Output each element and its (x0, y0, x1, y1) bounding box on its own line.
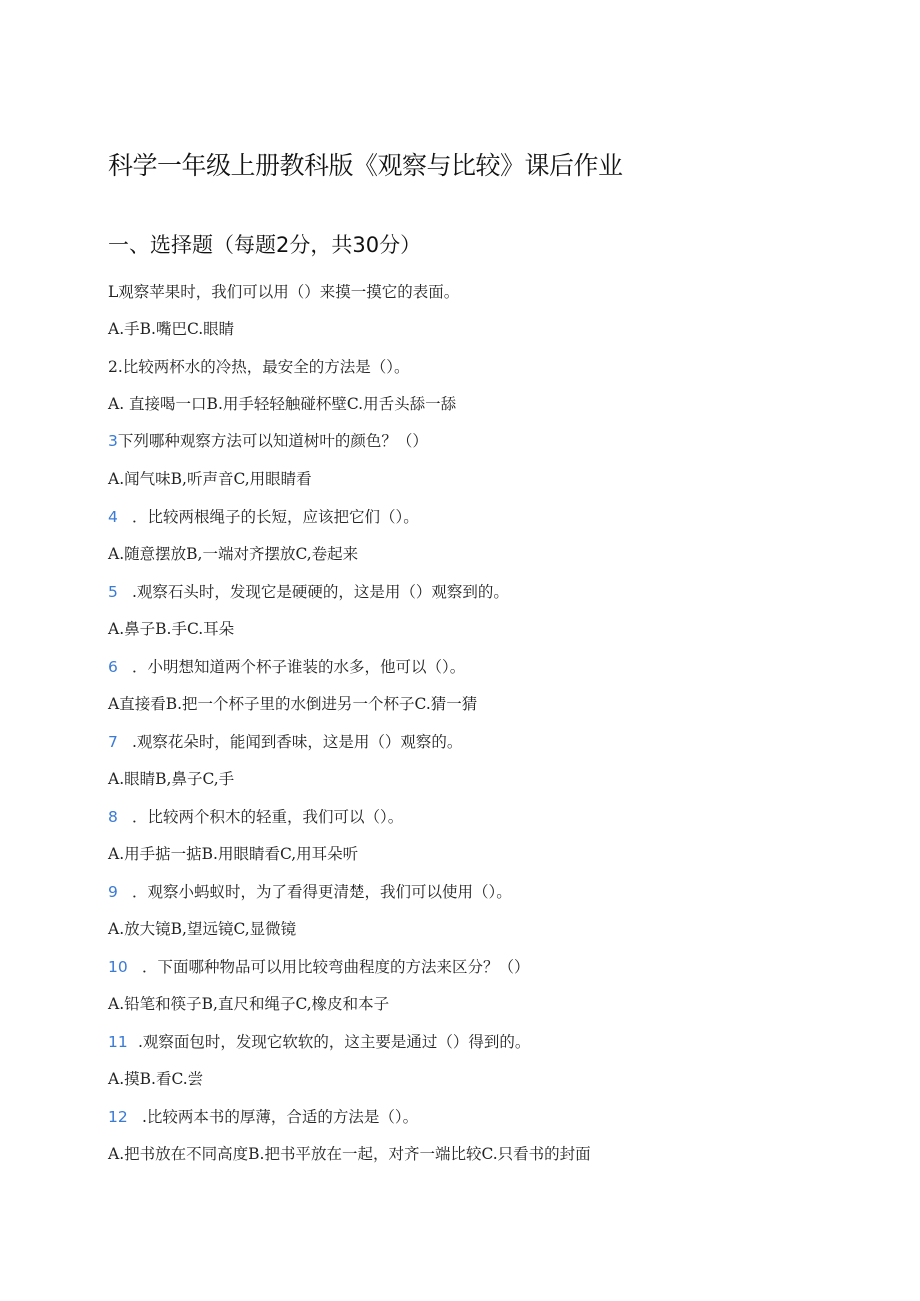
question-number: 10 (108, 958, 128, 976)
question-number: 3 (108, 432, 118, 450)
question-7 (108, 730, 462, 752)
question-text: L观察苹果时，我们可以用（）来摸一摸它的表面。 (108, 283, 460, 301)
question-number: 9 (108, 883, 118, 901)
question-8-options: A.用手掂一掂B.用眼睛看C,用耳朵听 (108, 845, 359, 863)
question-3 (108, 429, 428, 451)
question-2-options: A. 直接喝一口B.用手轻轻触碰杯壁C.用舌头舔一舔 (108, 395, 457, 413)
question-number: 11 (108, 1033, 128, 1051)
question-6 (108, 655, 465, 677)
question-text: .观察花朵时，能闻到香味，这是用（）观察的。 (132, 733, 463, 751)
question-7-options: A.眼睛B,鼻子C,手 (108, 770, 235, 788)
question-12-options: A.把书放在不同高度B.把书平放在一起，对齐一端比较C.只看书的封面 (108, 1145, 591, 1163)
question-4-options: A.随意摆放B,一端对齐摆放C,卷起来 (108, 545, 359, 563)
question-text: .观察面包时，发现它软软的，这主要是通过（）得到的。 (138, 1033, 531, 1051)
question-5-options: A.鼻子B.手C.耳朵 (108, 620, 235, 638)
document-title: 科学一年级上册教科版《观察与比较》课后作业 (108, 151, 623, 180)
question-text: .比较两本书的厚薄，合适的方法是（）。 (142, 1108, 419, 1126)
question-11-options: A.摸B.看C.尝 (108, 1070, 204, 1088)
question-text: .观察石头时，发现它是硬硬的，这是用（）观察到的。 (132, 583, 509, 601)
question-text: ．比较两根绳子的长短，应该把它们（）。 (132, 508, 419, 526)
question-10 (108, 955, 530, 977)
section-title: 一、选择题（每题2分，共30分） (108, 233, 422, 257)
question-number: 4 (108, 508, 118, 526)
question-number: 12 (108, 1108, 128, 1126)
question-4 (108, 505, 419, 527)
question-number: 5 (108, 583, 118, 601)
question-10-options: A.铅笔和筷子B,直尺和绳子C,橡皮和本子 (108, 995, 390, 1013)
question-number: 7 (108, 733, 118, 751)
question-text: 下列哪种观察方法可以知道树叶的颜色？（） (117, 432, 428, 450)
question-6-options: A直接看B.把一个杯子里的水倒进另一个杯子C.猜一猜 (108, 695, 478, 713)
question-1-options: A.手B.嘴巴C.眼睛 (108, 320, 235, 338)
question-5 (108, 580, 509, 602)
question-12 (108, 1105, 418, 1127)
question-text: ．比较两个积木的轻重，我们可以（）。 (132, 808, 404, 826)
question-9 (108, 880, 512, 902)
question-8 (108, 805, 403, 827)
question-1 (108, 280, 459, 302)
question-11 (108, 1030, 530, 1052)
question-text: 2.比较两杯水的冷热，最安全的方法是（）。 (108, 358, 410, 376)
question-text: ．观察小蚂蚁时，为了看得更清楚，我们可以使用（）。 (132, 883, 512, 901)
question-3-options: A.闻气味B,听声音C,用眼睛看 (108, 470, 312, 488)
question-9-options: A.放大镜B,望远镜C,显微镜 (108, 920, 297, 938)
question-text: ．下面哪种物品可以用比较弯曲程度的方法来区分？（） (142, 958, 530, 976)
question-text: ．小明想知道两个杯子谁装的水多，他可以（）。 (132, 658, 466, 676)
question-number: 8 (108, 808, 118, 826)
question-2 (108, 355, 410, 377)
question-number: 6 (108, 658, 118, 676)
